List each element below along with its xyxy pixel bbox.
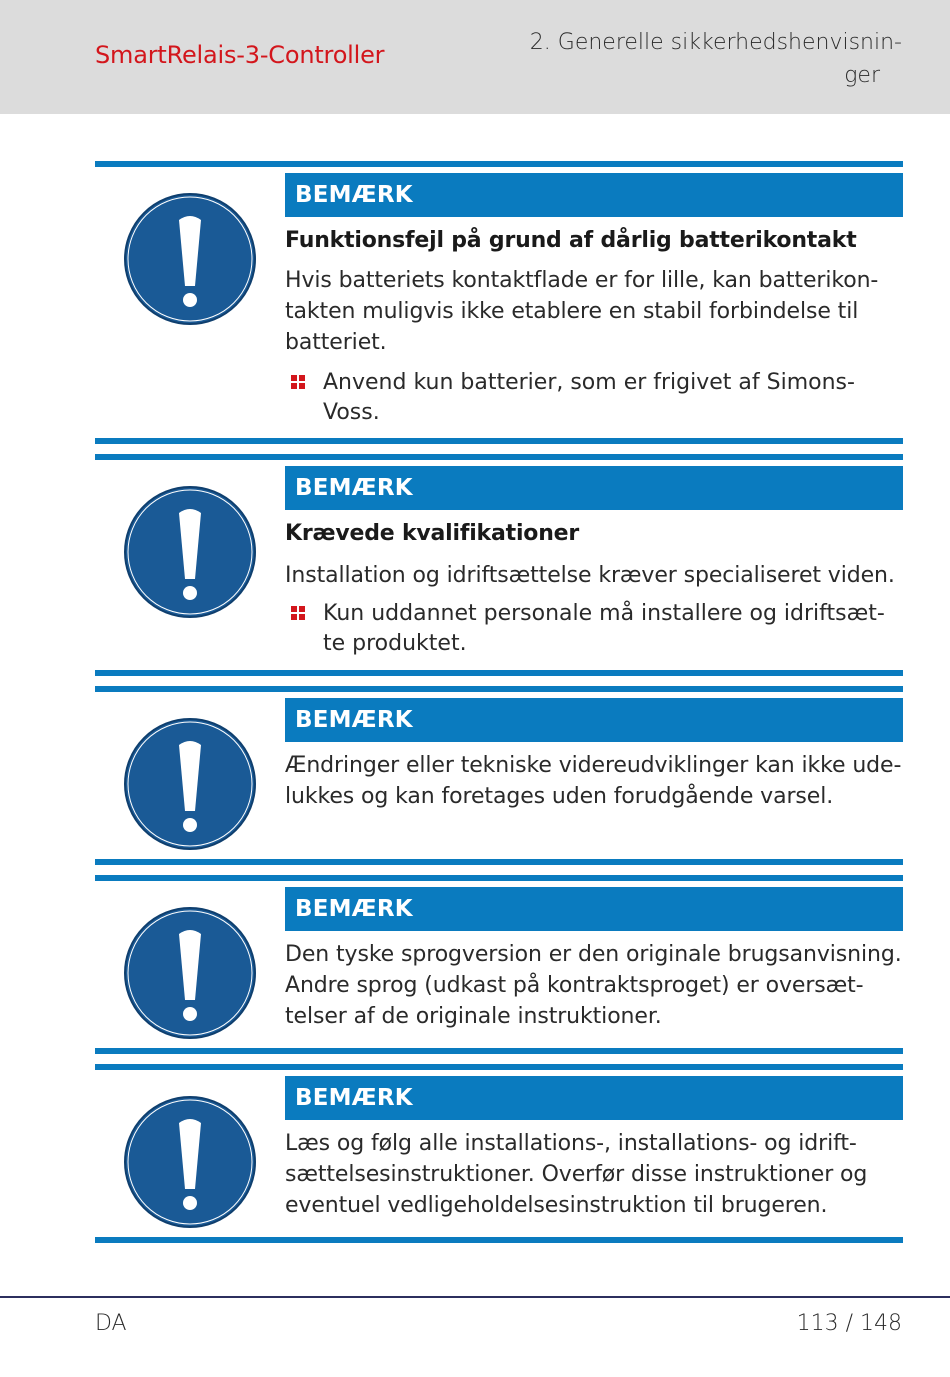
notice-top-rule [95, 454, 903, 460]
footer-language: DA [95, 1311, 127, 1336]
notice-label-banner [285, 173, 903, 217]
notice-bottom-rule [95, 1237, 903, 1243]
notice-bottom-rule [95, 859, 903, 865]
red-square-bullet-icon [291, 606, 306, 621]
notice-body [285, 939, 910, 1032]
notice-label: BEMÆRK [295, 182, 413, 208]
notice-top-rule [95, 875, 903, 881]
section-title-line2: ger [844, 63, 880, 88]
notice-body [285, 750, 910, 812]
exclamation-sign-icon [123, 1095, 257, 1229]
footer-divider [0, 1296, 950, 1298]
brand-title: SmartRelais-3-Controller [95, 41, 385, 69]
notice-label: BEMÆRK [295, 475, 413, 501]
notice-label-banner [285, 1076, 903, 1120]
notice-body-line: Hvis batteriets kontaktflade er for lille, kan batterikon- [285, 268, 879, 293]
footer-page-number: 113 / 148 [796, 1311, 902, 1336]
notice-title: Funktionsfejl på grund af dårlig batterikontakt [285, 228, 857, 253]
notice-body-line: telser af de originale instruktioner. [285, 1004, 662, 1029]
page-header [0, 0, 950, 114]
notice-bottom-rule [95, 438, 903, 444]
notice-bullet-text [323, 599, 910, 659]
notice-body [285, 265, 910, 358]
notice-label: BEMÆRK [295, 896, 413, 922]
notice-label-banner [285, 466, 903, 510]
notice-bullet-line: te produktet. [323, 631, 467, 656]
notice-body-line: Installation og idriftsættelse kræver specialiseret viden. [285, 563, 895, 588]
notice-body-line: Den tyske sprogversion er den originale brugsanvisning. [285, 942, 902, 967]
notice-body-line: takten muligvis ikke etablere en stabil forbindelse til [285, 299, 859, 324]
notice-bottom-rule [95, 670, 903, 676]
red-square-bullet-icon [291, 375, 306, 390]
notice-bullet-line: Voss. [323, 400, 380, 425]
notice-body-line: sættelsesinstruktioner. Overfør disse instruktioner og [285, 1162, 868, 1187]
notice-bullet-line: Kun uddannet personale må installere og idriftsæt- [323, 601, 885, 626]
notice-top-rule [95, 161, 903, 167]
notice-body-line: lukkes og kan foretages uden forudgående varsel. [285, 784, 834, 809]
notice-bullet-text [323, 368, 910, 428]
exclamation-sign-icon [123, 485, 257, 619]
notice-body [285, 1128, 910, 1221]
notice-body-line: batteriet. [285, 330, 387, 355]
notice-label: BEMÆRK [295, 1085, 413, 1111]
notice-label: BEMÆRK [295, 707, 413, 733]
notice-body-line: Læs og følg alle installations-, installations- og idrift- [285, 1131, 857, 1156]
notice-bullet [285, 368, 910, 428]
notice-body-line: eventuel vedligeholdelsesinstruktion til brugeren. [285, 1193, 828, 1218]
notice-top-rule [95, 1064, 903, 1070]
notice-title: Krævede kvalifikationer [285, 521, 580, 546]
notice-top-rule [95, 686, 903, 692]
notice-bullet-line: Anvend kun batterier, som er frigivet af Simons- [323, 370, 855, 395]
notice-body [285, 560, 910, 591]
exclamation-sign-icon [123, 906, 257, 1040]
notice-body-line: Andre sprog (udkast på kontraktsproget) er oversæt- [285, 973, 864, 998]
notice-label-banner [285, 698, 903, 742]
notice-bottom-rule [95, 1048, 903, 1054]
section-title [502, 26, 902, 92]
exclamation-sign-icon [123, 192, 257, 326]
notice-bullet [285, 599, 910, 659]
section-title-line1: 2. Generelle sikkerhedshenvisnin- [529, 30, 902, 55]
notice-body-line: Ændringer eller tekniske videreudviklinger kan ikke ude- [285, 753, 902, 778]
exclamation-sign-icon [123, 717, 257, 851]
notice-label-banner [285, 887, 903, 931]
